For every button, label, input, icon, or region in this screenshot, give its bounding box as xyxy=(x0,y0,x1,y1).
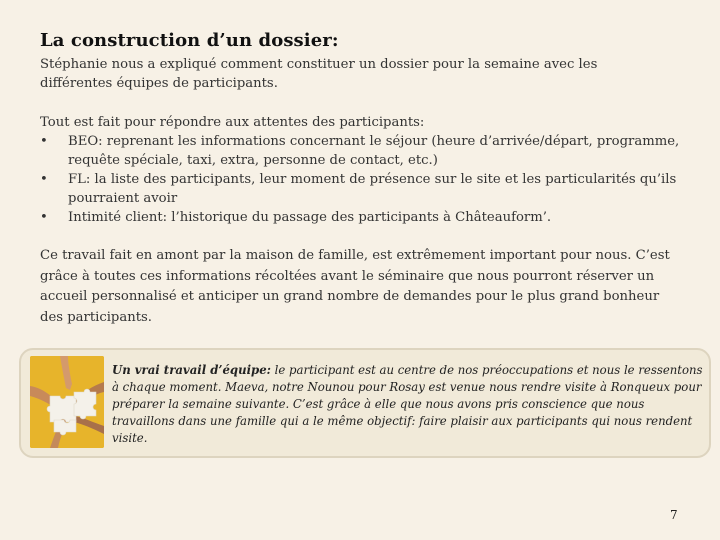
callout-text xyxy=(112,362,707,447)
body-paragraph: Ce travail fait en amont par la maison de famille, est extrêmement important pour nous. C’est grâce à toutes ces informations récoltées avant le séminaire que nous pourront réserver un accueil personnalisé et anticiper un grand nombre de demandes pour le plus grand bonheur des participants. xyxy=(40,248,670,325)
expectations-section xyxy=(40,113,680,227)
callout-body: le participant est au centre de nos préoccupations et nous le ressentons à chaque moment. Maeva, notre Nounou pour Rosay est venue nous rendre visite à Ronqueux pour préparer la semaine suivante. C’est grâce à elle que nous avons pris conscience que nous travaillons dans une famille qui a le même objectif: faire plaisir aux participants qui nous rendent visite. xyxy=(112,363,703,445)
list-item xyxy=(40,170,680,208)
list-item-text: Intimité client: l’historique du passage des participants à Châteauform’. xyxy=(68,210,552,225)
puzzle-hands-image xyxy=(30,356,104,448)
bullet-icon: • xyxy=(40,172,48,187)
list-item xyxy=(40,132,680,170)
bullet-icon: • xyxy=(40,210,48,225)
list-item-text: BEO: reprenant les informations concernant le séjour (heure d’arrivée/départ, programme, requête spéciale, taxi, extra, personne de contact, etc.) xyxy=(68,134,680,168)
section-lead: Tout est fait pour répondre aux attentes des participants: xyxy=(40,115,425,130)
list-item-text: FL: la liste des participants, leur moment de présence sur le site et les particularités qu’ils pourraient avoir xyxy=(68,172,677,206)
bullet-icon: • xyxy=(40,134,48,149)
callout-lead: Un vrai travail d’équipe: xyxy=(112,363,271,377)
list-item xyxy=(40,208,680,227)
bullet-list xyxy=(40,132,680,227)
page-number: 7 xyxy=(670,508,678,522)
slide-title: La construction d’un dossier: xyxy=(40,30,339,51)
intro-text: Stéphanie nous a expliqué comment constituer un dossier pour la semaine avec les différentes équipes de participants. xyxy=(40,57,598,91)
